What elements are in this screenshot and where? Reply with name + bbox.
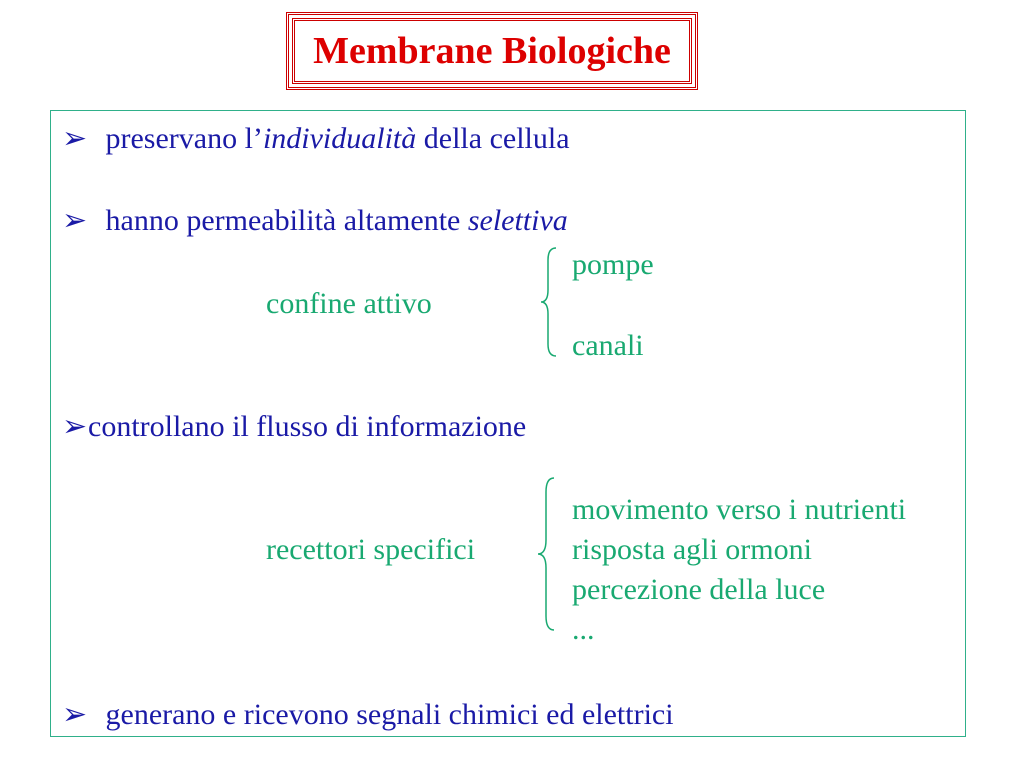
bullet-1	[62, 124, 570, 154]
bullet-marker-icon: ➢	[62, 410, 88, 443]
bullet-2-emphasis: selettiva	[467, 204, 568, 237]
page-title: Membrane Biologiche	[292, 18, 692, 84]
brace-icon	[534, 476, 560, 632]
recettori-item-4: ...	[572, 613, 595, 646]
bullet-1-suffix: della cellula	[416, 122, 570, 155]
confine-item-pompe: pompe	[572, 248, 654, 281]
bullet-marker-icon: ➢	[62, 122, 88, 155]
bullet-3	[62, 412, 526, 442]
bullet-1-emphasis: individualità	[262, 122, 417, 155]
bullet-2	[62, 206, 568, 236]
recettori-item-2: risposta agli ormoni	[572, 533, 812, 566]
title-frame	[286, 12, 698, 90]
bullet-4	[62, 700, 674, 730]
bullet-2-prefix: hanno permeabilità altamente	[105, 204, 468, 237]
bullet-marker-icon: ➢	[62, 698, 88, 731]
bullet-1-prefix: preservano l’	[105, 122, 263, 155]
recettori-item-1: movimento verso i nutrienti	[572, 493, 907, 526]
confine-item-canali: canali	[572, 329, 644, 362]
confine-label: confine attivo	[266, 287, 432, 320]
bullet-4-text: generano e ricevono segnali chimici ed elettrici	[105, 698, 674, 731]
bullet-marker-icon: ➢	[62, 204, 88, 237]
recettori-item-3: percezione della luce	[572, 573, 826, 606]
recettori-label: recettori specifici	[266, 533, 476, 566]
bullet-3-text: controllano il flusso di informazione	[88, 410, 527, 443]
brace-icon	[538, 246, 562, 358]
